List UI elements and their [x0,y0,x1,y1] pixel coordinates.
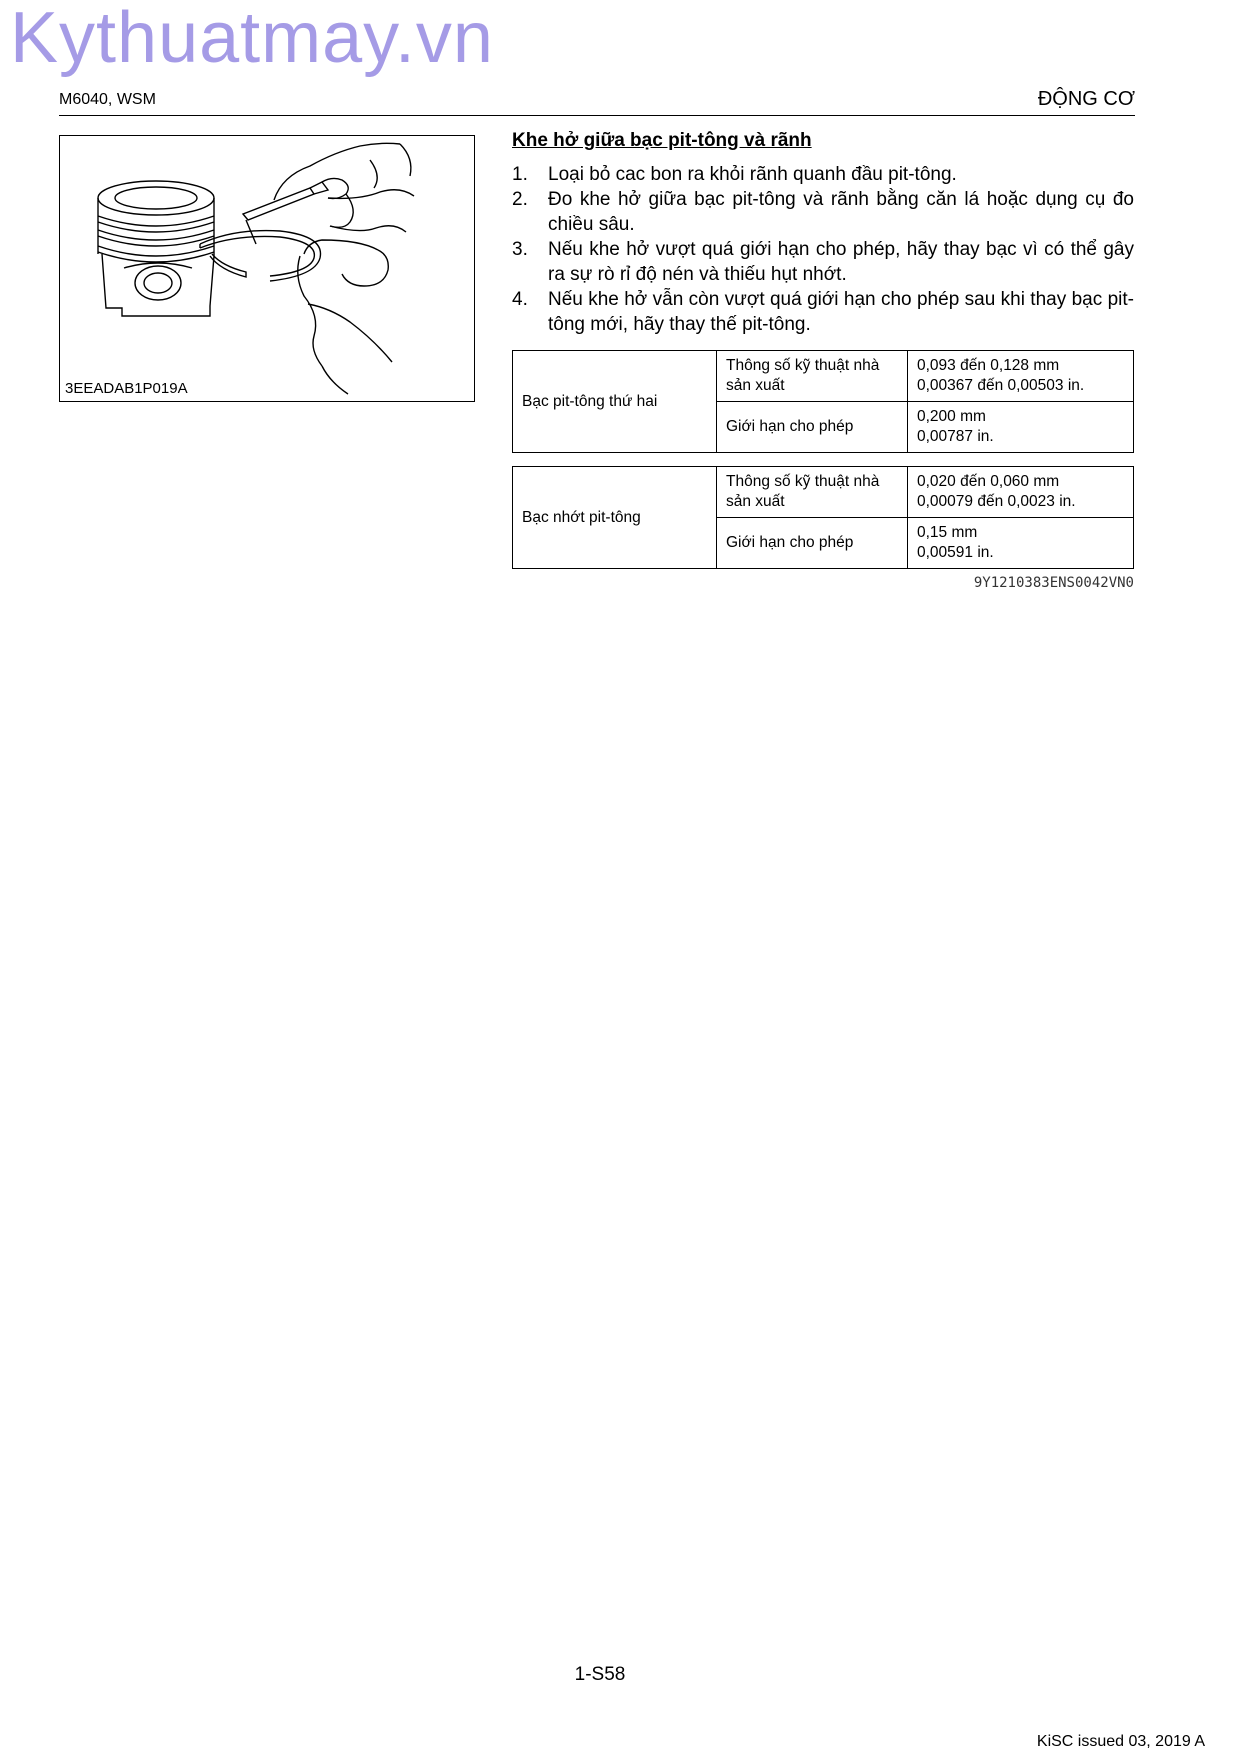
header-section: ĐỘNG CƠ [1037,88,1135,110]
limit-label: Giới hạn cho phép [717,402,908,453]
step-text: Loại bỏ cac bon ra khỏi rãnh quanh đầu pit-tông. [548,164,957,185]
value-metric: 0,15 mm [917,524,978,541]
step-item [512,287,1134,337]
part-name: Bạc nhớt pit-tông [513,467,717,569]
table-row [513,467,1134,518]
step-text: Nếu khe hở vượt quá giới hạn cho phép, hãy thay bạc vì có thể gây ra sự rò rỉ độ nén và thiếu hụt nhớt. [548,239,1134,285]
value-imperial: 0,00367 đến 0,00503 in. [917,377,1085,394]
step-number: 3. [512,239,528,260]
procedure-section [512,130,1134,337]
limit-value [908,518,1134,569]
page-number: 1-S58 [574,1664,626,1685]
piston-illustration [60,136,474,401]
header-model: M6040, WSM [59,91,156,108]
spec-value [908,467,1134,518]
limit-label: Giới hạn cho phép [717,518,908,569]
table-row [513,351,1134,402]
value-metric: 0,093 đến 0,128 mm [917,357,1060,374]
steps-list [512,162,1134,337]
step-item [512,237,1134,287]
value-metric: 0,020 đến 0,060 mm [917,473,1060,490]
spec-value [908,351,1134,402]
step-text: Đo khe hở giữa bạc pit-tông và rãnh bằng căn lá hoặc dụng cụ đo chiều sâu. [548,189,1134,235]
issued-note: KiSC issued 03, 2019 A [1036,1733,1205,1750]
header-rule [59,115,1135,116]
spec-label: Thông số kỹ thuật nhà sản xuất [717,351,908,402]
spec-label: Thông số kỹ thuật nhà sản xuất [717,467,908,518]
spec-table-oil-ring [512,466,1134,569]
value-imperial: 0,00079 đến 0,0023 in. [917,493,1076,510]
step-item [512,187,1134,237]
document-code: 9Y1210383ENS0042VN0 [973,575,1134,591]
section-title: Khe hở giữa bạc pit-tông và rãnh [512,130,812,151]
step-number: 4. [512,289,528,310]
step-number: 2. [512,189,528,210]
spec-table-second-ring [512,350,1134,453]
figure-code: 3EEADAB1P019A [65,380,188,397]
step-item [512,162,1134,187]
step-text: Nếu khe hở vẫn còn vượt quá giới hạn cho phép sau khi thay bạc pit-tông mới, hãy thay thế pit-tông. [548,289,1134,335]
figure-piston-ring-gauge [59,135,475,402]
value-metric: 0,200 mm [917,408,986,425]
watermark: Kythuatmay.vn [10,0,494,78]
value-imperial: 0,00787 in. [917,428,994,445]
step-number: 1. [512,164,528,185]
limit-value [908,402,1134,453]
value-imperial: 0,00591 in. [917,544,994,561]
part-name: Bạc pit-tông thứ hai [513,351,717,453]
